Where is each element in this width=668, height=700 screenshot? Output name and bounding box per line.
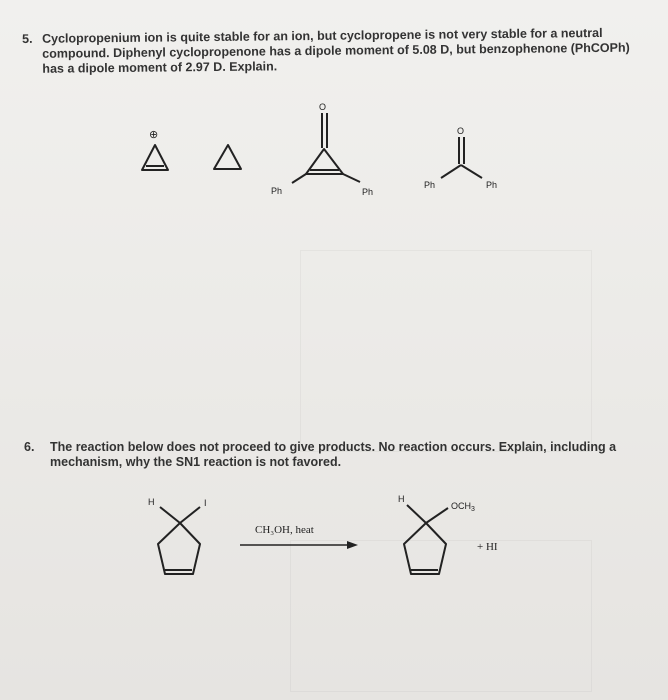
cyclopropenone-right-phenyl-label: Ph xyxy=(362,187,374,197)
cyclopropenone-left-phenyl-label: Ph xyxy=(271,186,283,196)
question-5-number: 5. xyxy=(22,31,33,46)
reagent-label: CH₃OH, heat xyxy=(255,524,314,536)
reactant-structure xyxy=(158,507,200,574)
question-6-number: 6. xyxy=(24,440,35,454)
charge-symbol: ⊕ xyxy=(149,129,159,141)
benzophenone-oxygen-label: O xyxy=(457,126,465,136)
byproduct-label: + HI xyxy=(477,541,498,553)
question-5-text: Cyclopropenium ion is quite stable for an ion, but cyclopropene is not very stable for a neutral compound. Diphenyl cyclopropenone has a dipole moment of 5.08 D, but benzophenone (PhCOPh) has a dipole moment of 2.97 D. Explain. xyxy=(41,25,630,76)
benzophenone-left-phenyl-label: Ph xyxy=(424,180,436,190)
product-structure xyxy=(404,505,448,574)
product-substituent-subscript: 3 xyxy=(471,506,475,513)
question-6-text: The reaction below does not proceed to give products. No reaction occurs. Explain, including a mechanism, why the SN1 reaction is not favored. xyxy=(50,440,617,469)
arrow-head xyxy=(347,541,358,549)
cyclopropenone-oxygen-label: O xyxy=(319,102,327,112)
reactant-leaving-group-label: I xyxy=(204,498,207,508)
reactant-h-label: H xyxy=(148,497,155,507)
product-h-label: H xyxy=(398,494,405,504)
benzophenone-right-phenyl-label: Ph xyxy=(486,180,498,190)
product-substituent-label: $OCH_3$ xyxy=(451,501,475,513)
